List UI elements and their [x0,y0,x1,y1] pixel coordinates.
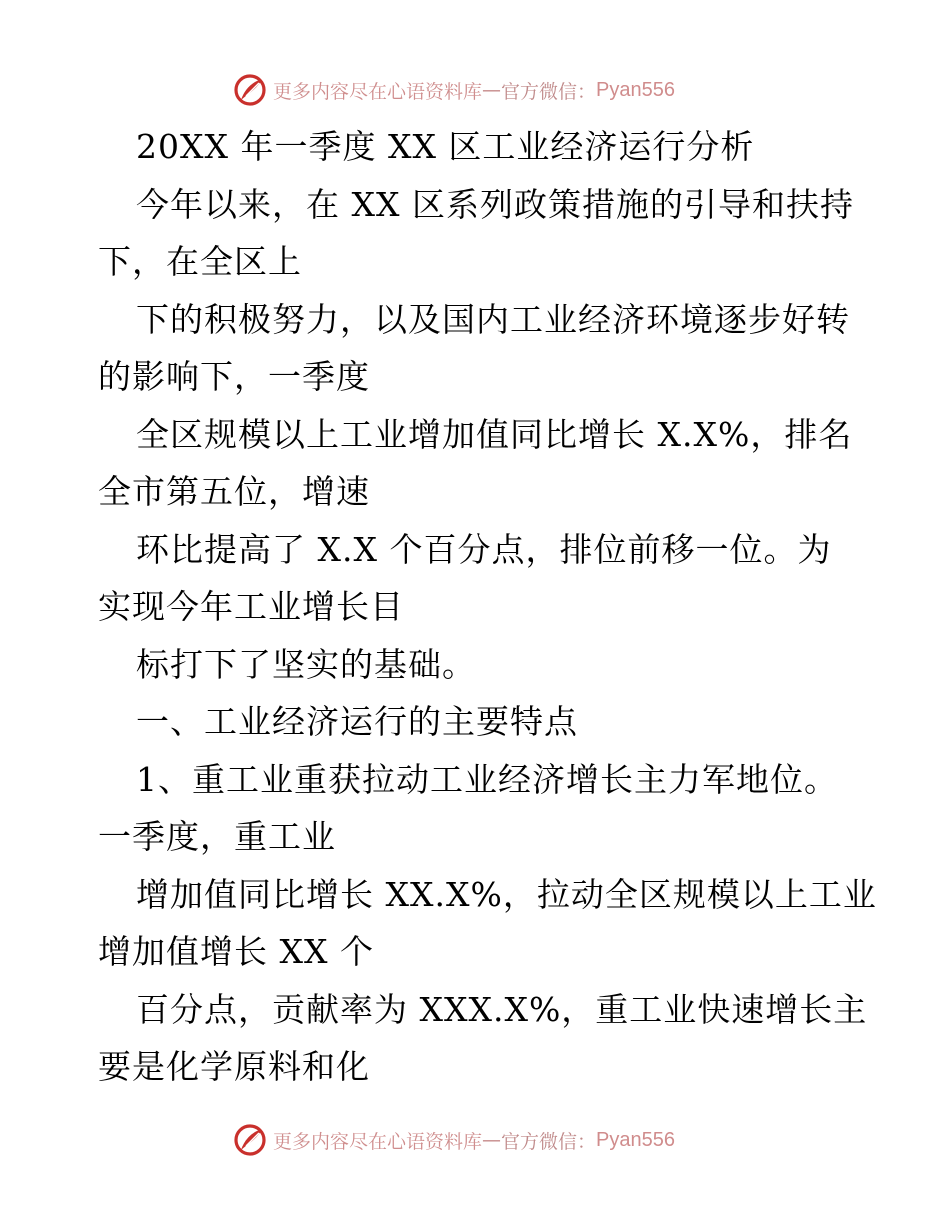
footer-banner[interactable] [233,1122,675,1158]
banner-dash: — [482,79,502,101]
body-line: 下，在全区上 [98,242,302,281]
body-line: 百分点，贡献率为 XXX.X%，重工业快速增长主 [136,989,868,1029]
logo-icon [233,1123,267,1157]
banner-handle: Pyan556 [596,78,675,101]
banner-wechat-label: 官方微信： [501,1130,597,1153]
body-line: 标打下了坚实的基础。 [136,644,476,684]
body-line: 全区规模以上工业增加值同比增长 X.X%，排名 [136,414,853,454]
header-banner[interactable] [233,72,675,108]
body-line: 今年以来，在 XX 区系列政策措施的引导和扶持 [136,184,854,224]
banner-text: 更多内容尽在心语资料库 [273,80,483,103]
body-line: 一季度，重工业 [98,817,336,856]
banner-text: 更多内容尽在心语资料库 [273,1130,483,1153]
logo-icon [233,73,267,107]
body-line: 下的积极努力，以及国内工业经济环境逐步好转 [136,299,850,339]
body-line: 的影响下，一季度 [98,357,370,396]
body-line: 1、重工业重获拉动工业经济增长主力军地位。 [136,759,838,799]
section-heading: 一、工业经济运行的主要特点 [136,702,578,741]
body-line: 全市第五位，增速 [98,472,370,511]
banner-dash: — [482,1129,502,1151]
body-line: 环比提高了 X.X 个百分点，排位前移一位。为 [136,529,832,569]
banner-wechat-label: 官方微信： [501,80,597,103]
body-line: 增加值同比增长 XX.X%，拉动全区规模以上工业 [136,874,877,914]
body-line: 实现今年工业增长目 [98,587,404,626]
document-body [98,118,888,1096]
document-title: 20XX 年一季度 XX 区工业经济运行分析 [136,127,755,166]
body-line: 增加值增长 XX 个 [98,932,374,971]
banner-handle: Pyan556 [596,1128,675,1151]
body-line: 要是化学原料和化 [98,1047,370,1086]
